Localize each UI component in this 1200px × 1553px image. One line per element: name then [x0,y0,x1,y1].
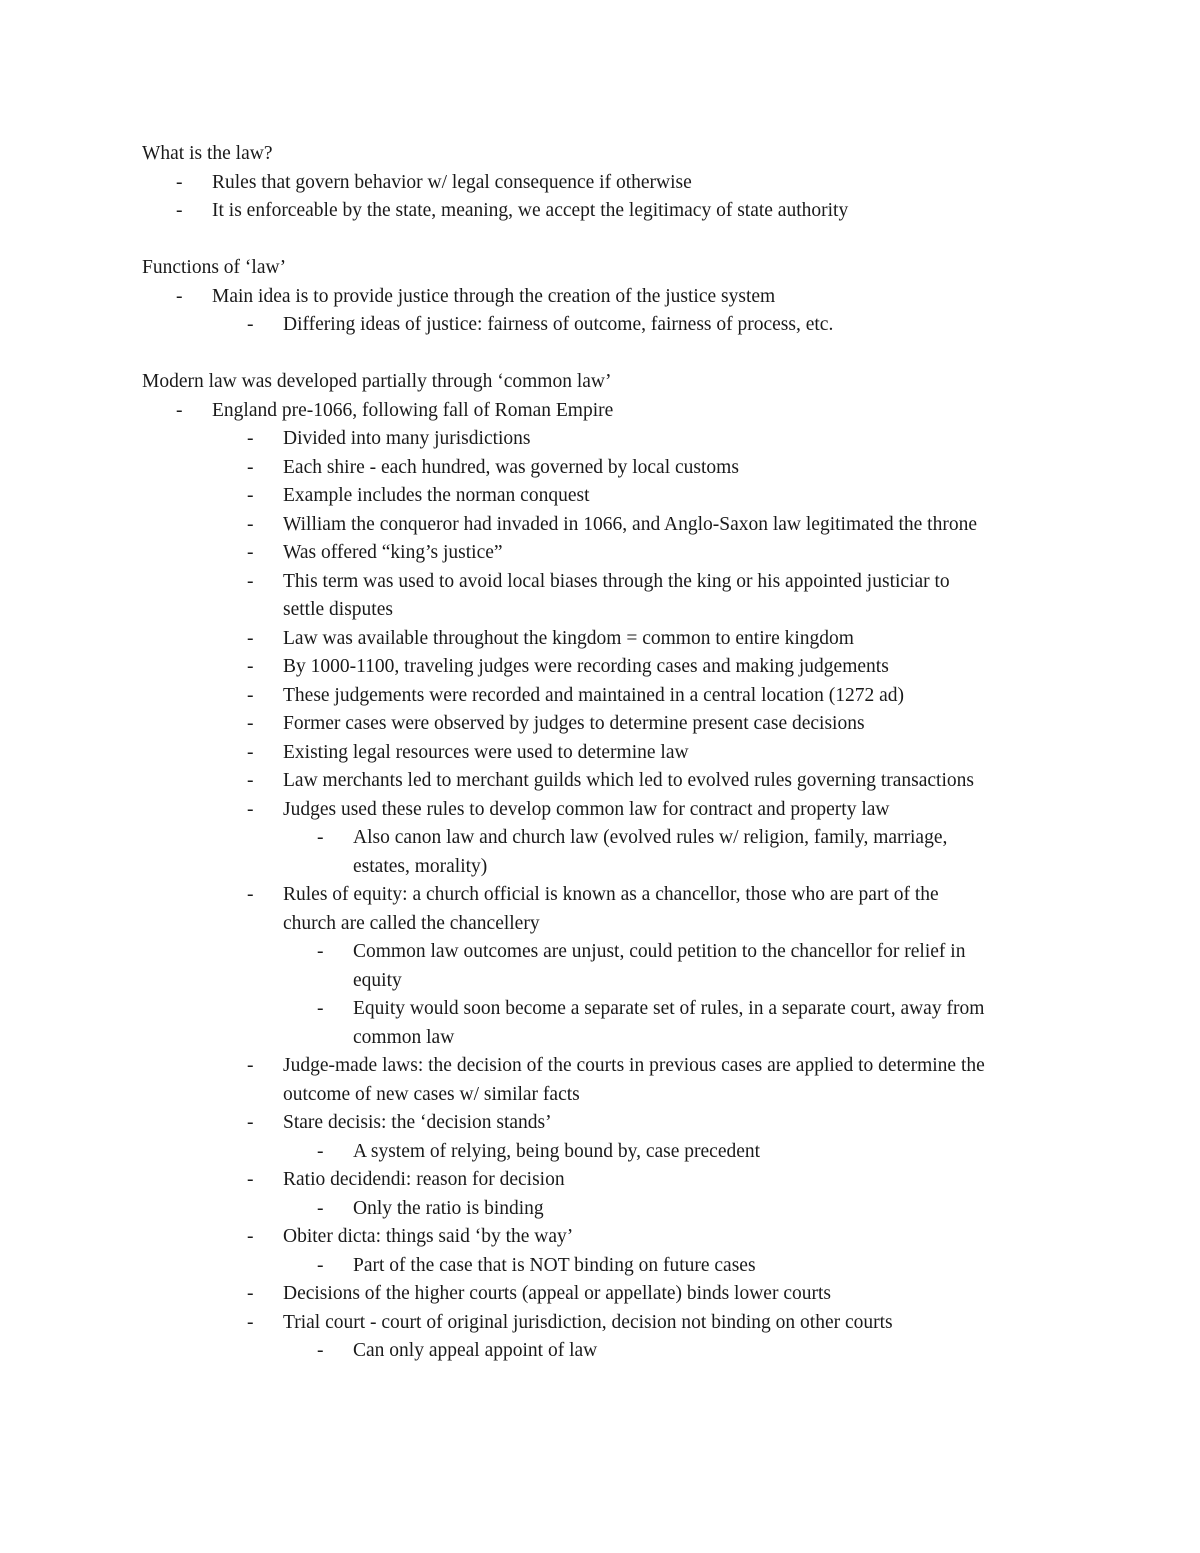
bullet-item-level-2 [142,625,1142,654]
dash-bullet-icon: - [247,713,254,734]
bullet-item-level-2 [142,511,1142,540]
bullet-text: Law was available throughout the kingdom = common to entire kingdom [283,627,854,649]
dash-bullet-icon: - [247,627,254,649]
bullet-text: Stare decisis: the ‘decision stands’ [283,1112,552,1133]
bullet-text-continuation: common law [353,1026,455,1048]
dash-bullet-icon: - [317,1340,324,1361]
bullet-item-level-2 [142,1280,1142,1309]
bullet-item-level-2 [142,539,1142,568]
dash-bullet-icon: - [247,684,254,706]
dash-bullet-icon: - [247,798,254,820]
dash-bullet-icon: - [247,1226,254,1247]
bullet-text: Each shire - each hundred, was governed by local customs [283,456,739,478]
bullet-item-level-2 [142,1109,1142,1138]
bullet-item-level-1 [142,397,1142,426]
dash-bullet-icon: - [247,656,254,677]
bullet-text: Differing ideas of justice: fairness of outcome, fairness of process, etc. [283,314,834,335]
dash-bullet-icon: - [176,399,183,421]
bullet-text-continuation: church are called the chancellery [283,912,540,934]
bullet-item-level-2 [142,311,1142,340]
bullet-text: Judge-made laws: the decision of the courts in previous cases are applied to determine the [283,1055,985,1076]
dash-bullet-icon: - [317,941,324,962]
dash-bullet-icon: - [176,285,183,307]
bullet-item-level-3 [142,824,1142,881]
bullet-text: Was offered “king’s justice” [283,542,503,563]
dash-bullet-icon: - [247,513,254,535]
bullet-text: Also canon law and church law (evolved rules w/ religion, family, marriage, [353,827,948,848]
dash-bullet-icon: - [247,1311,254,1333]
bullet-item-level-2 [142,682,1142,711]
bullet-text: This term was used to avoid local biases through the king or his appointed justiciar to [283,570,950,592]
dash-bullet-icon: - [317,1254,324,1276]
dash-bullet-icon: - [317,998,324,1019]
bullet-text: Trial court - court of original jurisdiction, decision not binding on other courts [283,1311,893,1333]
bullet-text: Equity would soon become a separate set of rules, in a separate court, away from [353,998,985,1019]
bullet-text: Ratio decidendi: reason for decision [283,1169,565,1190]
section-heading: Modern law was developed partially through ‘common law’ [142,371,612,392]
bullet-item-level-3 [142,995,1142,1052]
bullet-text: Decisions of the higher courts (appeal or appellate) binds lower courts [283,1283,831,1304]
dash-bullet-icon: - [247,428,254,449]
bullet-item-level-2 [142,881,1142,938]
bullet-text: Former cases were observed by judges to determine present case decisions [283,713,865,734]
bullet-item-level-2 [142,653,1142,682]
blank-line [142,340,1142,369]
dash-bullet-icon: - [247,1283,254,1304]
dash-bullet-icon: - [176,171,183,193]
bullet-text: Example includes the norman conquest [283,485,590,506]
bullet-item-level-2 [142,568,1142,625]
dash-bullet-icon: - [317,1197,324,1219]
bullet-text: It is enforceable by the state, meaning, we accept the legitimacy of state authority [212,200,849,221]
bullet-text: Rules that govern behavior w/ legal consequence if otherwise [212,171,692,193]
bullet-item-level-1 [142,283,1142,312]
bullet-item-level-1 [142,197,1142,226]
bullet-item-level-1 [142,169,1142,198]
bullet-item-level-3 [142,1337,1142,1366]
bullet-text: These judgements were recorded and maintained in a central location (1272 ad) [283,684,905,706]
bullet-text: Rules of equity: a church official is known as a chancellor, those who are part of the [283,884,939,905]
bullet-item-level-3 [142,938,1142,995]
section-heading: Functions of ‘law’ [142,257,287,278]
bullet-text: Obiter dicta: things said ‘by the way’ [283,1226,574,1247]
bullet-text: Can only appeal appoint of law [353,1340,598,1361]
document-page [142,140,1142,1366]
blank-line [142,226,1142,255]
dash-bullet-icon: - [247,770,254,791]
bullet-item-level-2 [142,482,1142,511]
bullet-text: William the conqueror had invaded in 1066, and Anglo-Saxon law legitimated the throne [283,513,978,535]
dash-bullet-icon: - [247,485,254,506]
bullet-text: Divided into many jurisdictions [283,428,531,449]
dash-bullet-icon: - [247,1112,254,1133]
dash-bullet-icon: - [317,1140,324,1162]
section-heading: What is the law? [142,143,273,164]
dash-bullet-icon: - [176,200,183,221]
bullet-item-level-3 [142,1195,1142,1224]
dash-bullet-icon: - [247,741,254,763]
dash-bullet-icon: - [247,884,254,905]
bullet-item-level-2 [142,767,1142,796]
bullet-text: By 1000-1100, traveling judges were recording cases and making judgements [283,656,889,677]
bullet-text-continuation: settle disputes [283,599,393,620]
bullet-text-continuation: equity [353,969,402,991]
dash-bullet-icon: - [247,1055,254,1076]
bullet-item-level-2 [142,1223,1142,1252]
bullet-item-level-2 [142,1166,1142,1195]
bullet-text: Main idea is to provide justice through the creation of the justice system [212,285,776,307]
bullet-item-level-2 [142,796,1142,825]
bullet-item-level-2 [142,425,1142,454]
dash-bullet-icon: - [247,542,254,563]
bullet-text: Part of the case that is NOT binding on future cases [353,1254,756,1276]
dash-bullet-icon: - [247,314,254,335]
bullet-text: England pre-1066, following fall of Roman Empire [212,399,614,421]
bullet-item-level-2 [142,1052,1142,1109]
bullet-text: Existing legal resources were used to determine law [283,741,689,763]
bullet-text: Common law outcomes are unjust, could petition to the chancellor for relief in [353,941,966,962]
dash-bullet-icon: - [247,570,254,592]
bullet-text: Only the ratio is binding [353,1197,544,1219]
bullet-text-continuation: outcome of new cases w/ similar facts [283,1083,580,1105]
dash-bullet-icon: - [247,1169,254,1190]
bullet-text-continuation: estates, morality) [353,855,488,877]
bullet-item-level-2 [142,1309,1142,1338]
bullet-text: A system of relying, being bound by, case precedent [353,1140,761,1162]
dash-bullet-icon: - [247,456,254,478]
bullet-item-level-2 [142,454,1142,483]
bullet-item-level-3 [142,1252,1142,1281]
bullet-item-level-2 [142,710,1142,739]
bullet-item-level-3 [142,1138,1142,1167]
bullet-text: Law merchants led to merchant guilds which led to evolved rules governing transactions [283,770,974,791]
bullet-item-level-2 [142,739,1142,768]
bullet-text: Judges used these rules to develop common law for contract and property law [283,798,890,820]
dash-bullet-icon: - [317,827,324,848]
